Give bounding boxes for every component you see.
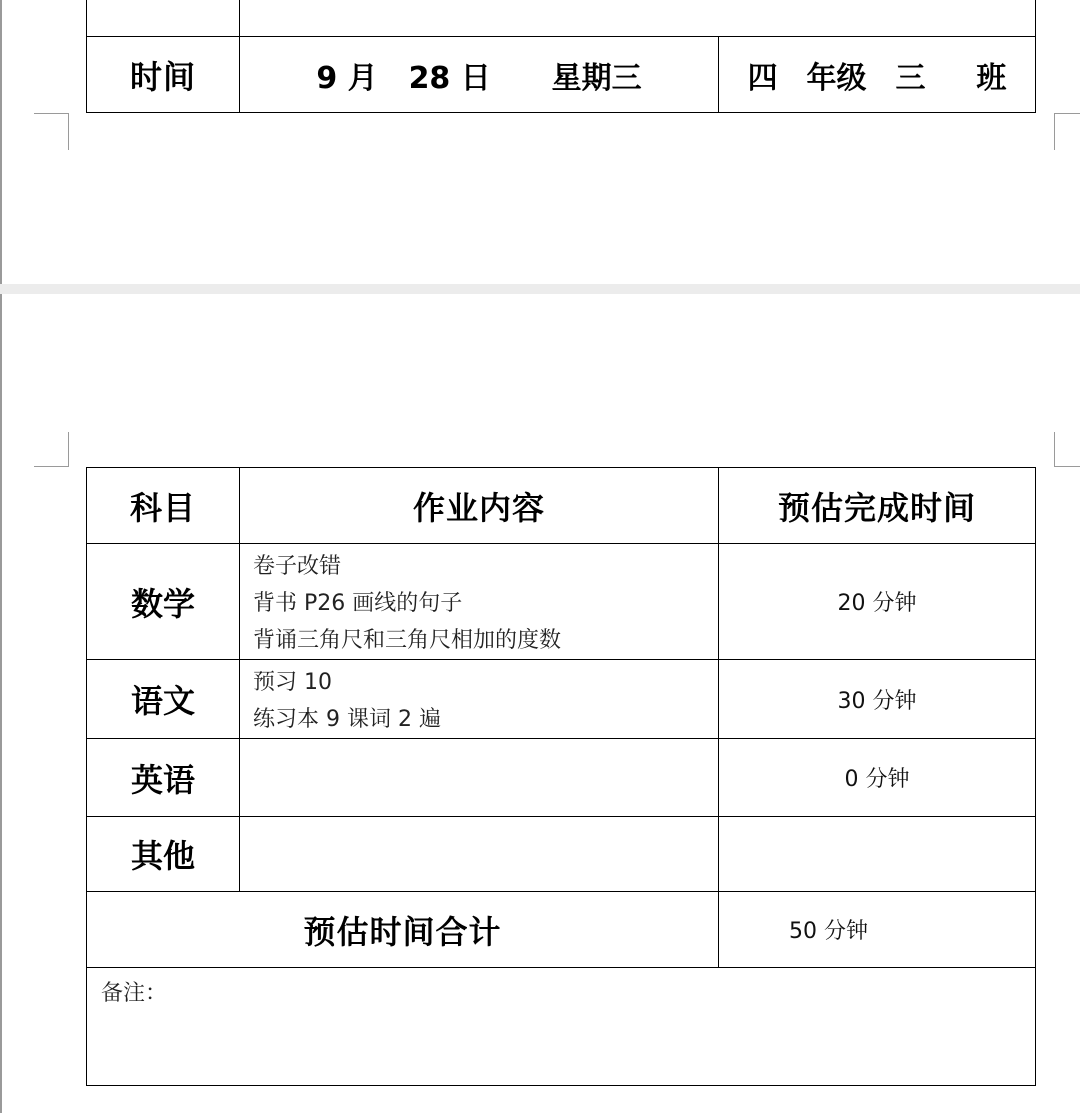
crop-mark-top-right — [1054, 432, 1080, 467]
content-line: 练习本 9 课词 2 遍 — [253, 707, 441, 732]
content-line: 预习 10 — [253, 670, 332, 695]
date-month-unit: 月 — [347, 60, 378, 96]
time-cell: 30 分钟 — [719, 660, 1036, 739]
class-cell — [719, 37, 1036, 113]
date-day: 28 — [408, 60, 451, 96]
content-cell — [240, 544, 719, 660]
time-label: 时间 — [87, 37, 240, 113]
subject-cell: 数学 — [87, 544, 240, 660]
class-unit: 班 — [976, 60, 1007, 96]
content-cell — [240, 660, 719, 739]
grade-unit: 年级 — [806, 60, 867, 96]
note-row — [87, 968, 1036, 1086]
page-left-edge-2 — [0, 294, 2, 1113]
header-subject: 科目 — [87, 468, 240, 544]
header-content: 作业内容 — [240, 468, 719, 544]
page-gap — [0, 284, 1080, 294]
table-row-other — [87, 817, 1036, 892]
table-row-math — [87, 544, 1036, 660]
content-cell — [240, 817, 719, 892]
crop-mark-bottom-right — [1054, 113, 1080, 150]
info-table-empty-row — [87, 0, 1036, 37]
date-cell — [240, 37, 719, 113]
header-row — [87, 468, 1036, 544]
time-cell — [719, 817, 1036, 892]
header-estimated-time: 预估完成时间 — [719, 468, 1036, 544]
content-line: 卷子改错 — [253, 554, 342, 579]
date-weekday: 星期三 — [551, 60, 642, 96]
subject-cell: 其他 — [87, 817, 240, 892]
table-row-english — [87, 739, 1036, 817]
total-label: 预估时间合计 — [87, 892, 719, 968]
subject-cell: 英语 — [87, 739, 240, 817]
crop-mark-top-left — [34, 432, 69, 467]
content-line: 背书 P26 画线的句子 — [253, 591, 463, 616]
page-left-edge — [0, 0, 2, 284]
total-time — [719, 892, 1036, 968]
info-row — [87, 37, 1036, 113]
date-month: 9 — [316, 60, 338, 96]
info-table — [86, 0, 1036, 113]
crop-mark-bottom-left — [34, 113, 69, 150]
content-line: 背诵三角尺和三角尺相加的度数 — [253, 628, 562, 653]
note-cell: 备注： — [87, 968, 1036, 1086]
subject-cell: 语文 — [87, 660, 240, 739]
grade-number: 四 — [747, 60, 778, 96]
table-row-chinese — [87, 660, 1036, 739]
homework-table — [86, 467, 1036, 1086]
time-cell: 0 分钟 — [719, 739, 1036, 817]
total-row — [87, 892, 1036, 968]
total-time-value: 50 分钟 — [789, 919, 868, 944]
time-cell: 20 分钟 — [719, 544, 1036, 660]
content-cell — [240, 739, 719, 817]
date-day-unit: 日 — [460, 60, 491, 96]
class-number: 三 — [895, 60, 926, 96]
